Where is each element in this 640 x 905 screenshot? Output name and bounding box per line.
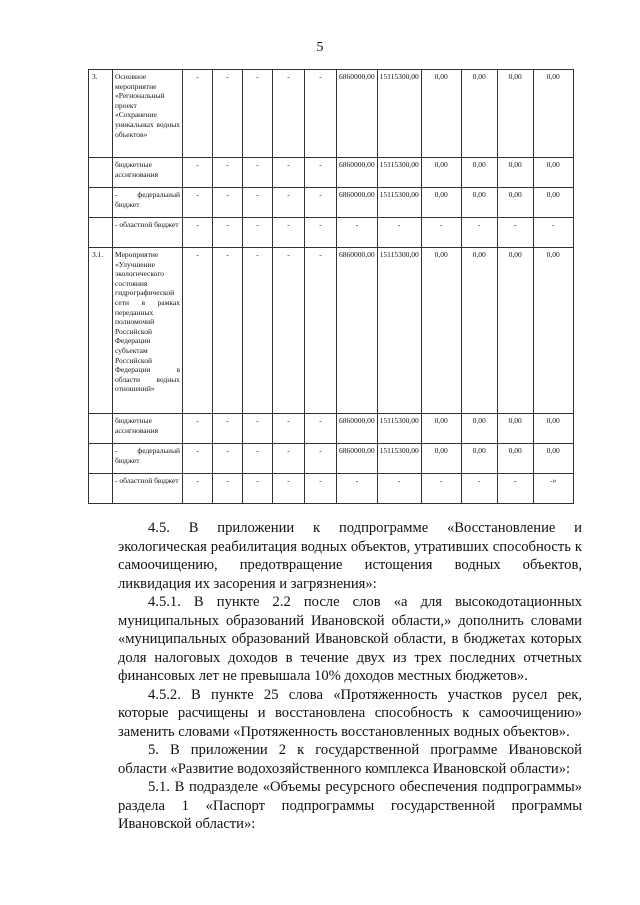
row-label: бюджетные ассигнования <box>113 414 183 444</box>
table-cell: 6860000,00 <box>337 70 378 158</box>
table-row <box>89 158 574 188</box>
table-cell: - <box>213 218 243 248</box>
table-cell: - <box>243 414 273 444</box>
table-cell: 0,00 <box>461 158 497 188</box>
table-cell: 0,00 <box>461 444 497 474</box>
table-cell: 15115300,00 <box>377 248 421 414</box>
table-cell: - <box>305 444 337 474</box>
table-cell: - <box>213 444 243 474</box>
row-number <box>89 218 113 248</box>
table-cell: 6860000,00 <box>337 414 378 444</box>
table-cell: 15115300,00 <box>377 70 421 158</box>
table-cell: - <box>497 474 533 504</box>
row-label: бюджетные ассигнования <box>113 158 183 188</box>
table-cell: 6860000,00 <box>337 444 378 474</box>
table-cell: - <box>305 188 337 218</box>
table-cell: - <box>305 70 337 158</box>
table-cell: - <box>213 188 243 218</box>
row-number <box>89 474 113 504</box>
table-cell: - <box>461 218 497 248</box>
table-cell: 0,00 <box>497 414 533 444</box>
table-row <box>89 444 574 474</box>
paragraph: 5. В приложении 2 к государственной программе Ивановской области «Развитие водохозяйственного комплекса Ивановской области»: <box>118 742 582 777</box>
table-cell: - <box>243 70 273 158</box>
table-cell: 6860000,00 <box>337 158 378 188</box>
table-cell: -» <box>533 474 573 504</box>
table-cell: 6860000,00 <box>337 248 378 414</box>
table-cell: - <box>273 474 305 504</box>
table-cell: 0,00 <box>497 188 533 218</box>
row-number <box>89 158 113 188</box>
table-cell: - <box>213 248 243 414</box>
row-label: - областной бюджет <box>113 218 183 248</box>
table-cell: 15115300,00 <box>377 188 421 218</box>
paragraph: 4.5. В приложении к подпрограмме «Восстановление и экологическая реабилитация водных объектов, утративших способность к самоочищению, предотвращение истощения водных объектов, ликвидация их засорения и загрязнения»: <box>118 520 582 592</box>
table-row <box>89 248 574 414</box>
table-cell: - <box>421 474 461 504</box>
table-cell: - <box>461 474 497 504</box>
table-row <box>89 188 574 218</box>
row-number <box>89 414 113 444</box>
row-label: - федеральный бюджет <box>113 188 183 218</box>
table-cell: 0,00 <box>497 70 533 158</box>
table-cell: - <box>305 474 337 504</box>
table-cell: - <box>377 474 421 504</box>
table-cell: - <box>337 218 378 248</box>
table-cell: - <box>273 158 305 188</box>
table-cell: - <box>305 158 337 188</box>
table-cell: - <box>533 218 573 248</box>
table-cell: 0,00 <box>461 70 497 158</box>
table-cell: 0,00 <box>461 414 497 444</box>
table-cell: - <box>305 414 337 444</box>
table-row <box>89 70 574 158</box>
table-cell: 15115300,00 <box>377 444 421 474</box>
table-cell: 0,00 <box>421 248 461 414</box>
table-cell: - <box>183 444 213 474</box>
row-number: 3.1. <box>89 248 113 414</box>
table-cell: 0,00 <box>421 158 461 188</box>
table-cell: - <box>183 188 213 218</box>
table-cell: - <box>305 248 337 414</box>
table-cell: 0,00 <box>497 444 533 474</box>
table-cell: - <box>421 218 461 248</box>
table-cell: 0,00 <box>421 444 461 474</box>
row-number <box>89 188 113 218</box>
paragraph: 4.5.1. В пункте 2.2 после слов «а для высокодотационных муниципальных образований Ивановской области,» дополнить словами «муниципальных образований Ивановской области, в бюджетах которых доля налоговых доходов в течение двух из трех последних отчетных финансовых лет не превышала 10% доходов местных бюджетов». <box>118 594 582 684</box>
table-row <box>89 218 574 248</box>
table-cell: - <box>243 158 273 188</box>
table-cell: - <box>213 474 243 504</box>
table-cell: - <box>183 414 213 444</box>
table-cell: 0,00 <box>421 188 461 218</box>
table-cell: - <box>243 474 273 504</box>
row-number <box>89 444 113 474</box>
table-cell: - <box>497 218 533 248</box>
table-cell: 0,00 <box>533 414 573 444</box>
table-cell: 0,00 <box>497 158 533 188</box>
table-cell: - <box>183 218 213 248</box>
table-cell: - <box>243 188 273 218</box>
table-cell: 0,00 <box>533 248 573 414</box>
paragraph: 5.1. В подразделе «Объемы ресурсного обеспечения подпрограммы» раздела 1 «Паспорт подпрограммы государственной программы Ивановской области»: <box>118 779 582 832</box>
table-cell: - <box>183 248 213 414</box>
row-label: - федеральный бюджет <box>113 444 183 474</box>
table-cell: - <box>273 188 305 218</box>
table-cell: - <box>213 158 243 188</box>
table-cell: 15115300,00 <box>377 158 421 188</box>
table-cell: - <box>337 474 378 504</box>
page-number: 5 <box>316 40 324 55</box>
paragraph: 4.5.2. В пункте 25 слова «Протяженность участков русел рек, которые расчищены и восстановлена способность к самоочищению» заменить словами «Протяженность восстановленных водных объектов». <box>118 686 582 740</box>
row-label: Основное мероприятие «Региональный проект «Сохранение уникальных водных объектов» <box>113 70 183 158</box>
row-label: Мероприятие «Улучшение экологического состояния гидрографической сети в рамках переданных полномочий Российской Федерации субъектам Российской Федерации в области водных отношений» <box>113 248 183 414</box>
table-cell: - <box>213 414 243 444</box>
body-text <box>118 519 582 834</box>
table-row <box>89 414 574 444</box>
row-label: - областной бюджет <box>113 474 183 504</box>
table-cell: - <box>377 218 421 248</box>
table-cell: - <box>243 248 273 414</box>
table-cell: - <box>183 158 213 188</box>
row-number: 3. <box>89 70 113 158</box>
table-row <box>89 474 574 504</box>
table-cell: - <box>183 474 213 504</box>
table-cell: - <box>273 70 305 158</box>
table-cell: - <box>213 70 243 158</box>
table-cell: 0,00 <box>497 248 533 414</box>
table-cell: 0,00 <box>421 414 461 444</box>
table-cell: 15115300,00 <box>377 414 421 444</box>
table-cell: 6860000,00 <box>337 188 378 218</box>
table-cell: 0,00 <box>533 70 573 158</box>
table-cell: - <box>273 444 305 474</box>
table-cell: 0,00 <box>533 188 573 218</box>
table-cell: - <box>243 218 273 248</box>
table-cell: 0,00 <box>533 444 573 474</box>
table-cell: - <box>183 70 213 158</box>
table-cell: 0,00 <box>461 248 497 414</box>
table-cell: - <box>273 248 305 414</box>
table-cell: 0,00 <box>533 158 573 188</box>
budget-table <box>88 69 574 504</box>
table-cell: 0,00 <box>461 188 497 218</box>
table-cell: - <box>305 218 337 248</box>
table-cell: 0,00 <box>421 70 461 158</box>
table-cell: - <box>273 218 305 248</box>
table-cell: - <box>273 414 305 444</box>
table-cell: - <box>243 444 273 474</box>
